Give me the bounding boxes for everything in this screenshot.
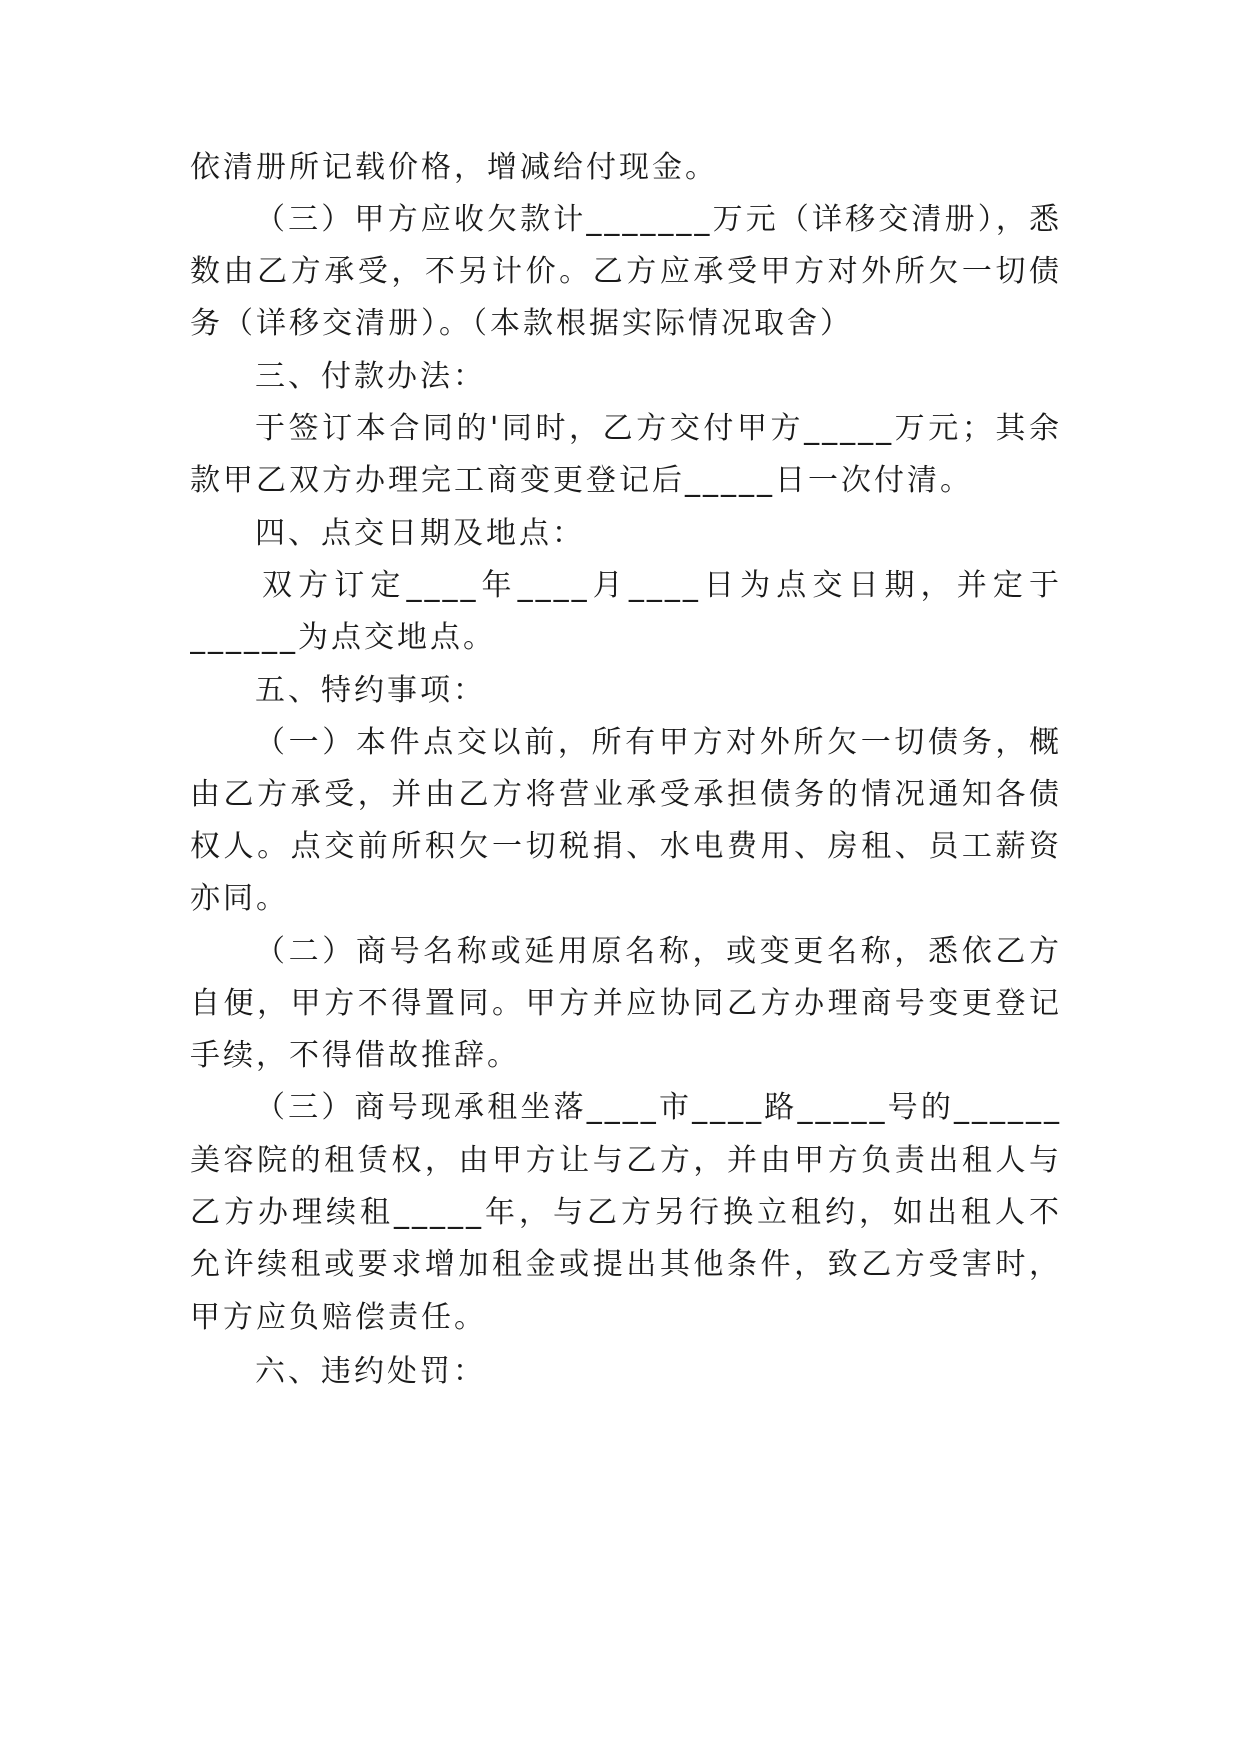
text-line: 依清册所记载价格，增减给付现金。 (190, 150, 718, 185)
text-line: ______为点交地点。 (190, 620, 496, 655)
text-line: （一）本件点交以前，所有甲方对外所欠一切债务，概 (255, 725, 1062, 760)
text-line: 于签订本合同的'同时，乙方交付甲方_____万元；其余 (255, 411, 1062, 446)
section-heading: 六、违约处罚： (255, 1354, 486, 1389)
text-line: （三）甲方应收欠款计_______万元（详移交清册），悉 (255, 202, 1062, 237)
text-line: 甲方应负赔偿责任。 (190, 1300, 487, 1335)
text-line: 美容院的租赁权，由甲方让与乙方，并由甲方负责出租人与 (190, 1143, 1062, 1178)
text-line: 乙方办理续租_____年，与乙方另行换立租约，如出租人不 (190, 1195, 1062, 1230)
text-line: 数由乙方承受，不另计价。乙方应承受甲方对外所欠一切债 (190, 254, 1062, 289)
text-line: 款甲乙双方办理完工商变更登记后_____日一次付清。 (190, 463, 973, 498)
text-line: （二）商号名称或延用原名称，或变更名称，悉依乙方 (255, 934, 1062, 969)
text-line: 由乙方承受，并由乙方将营业承受承担债务的情况通知各债 (190, 777, 1062, 812)
text-line: 亦同。 (190, 881, 289, 916)
text-line: 权人。点交前所积欠一切税捐、水电费用、房租、员工薪资 (190, 829, 1062, 864)
text-line: 自便，甲方不得置同。甲方并应协同乙方办理商号变更登记 (190, 986, 1062, 1021)
text-line: 手续，不得借故推辞。 (190, 1038, 520, 1073)
text-line: 允许续租或要求增加租金或提出其他条件，致乙方受害时， (190, 1247, 1062, 1282)
text-line: 务（详移交清册）。（本款根据实际情况取舍） (190, 306, 853, 341)
section-heading: 四、点交日期及地点： (255, 516, 585, 551)
section-heading: 五、特约事项： (255, 673, 486, 708)
section-heading: 三、付款办法： (255, 359, 486, 394)
text-line: 双方订定____年____月____日为点交日期，并定于 (262, 568, 1062, 603)
text-line: （三）商号现承租坐落____市____路_____号的______ (255, 1090, 1062, 1125)
